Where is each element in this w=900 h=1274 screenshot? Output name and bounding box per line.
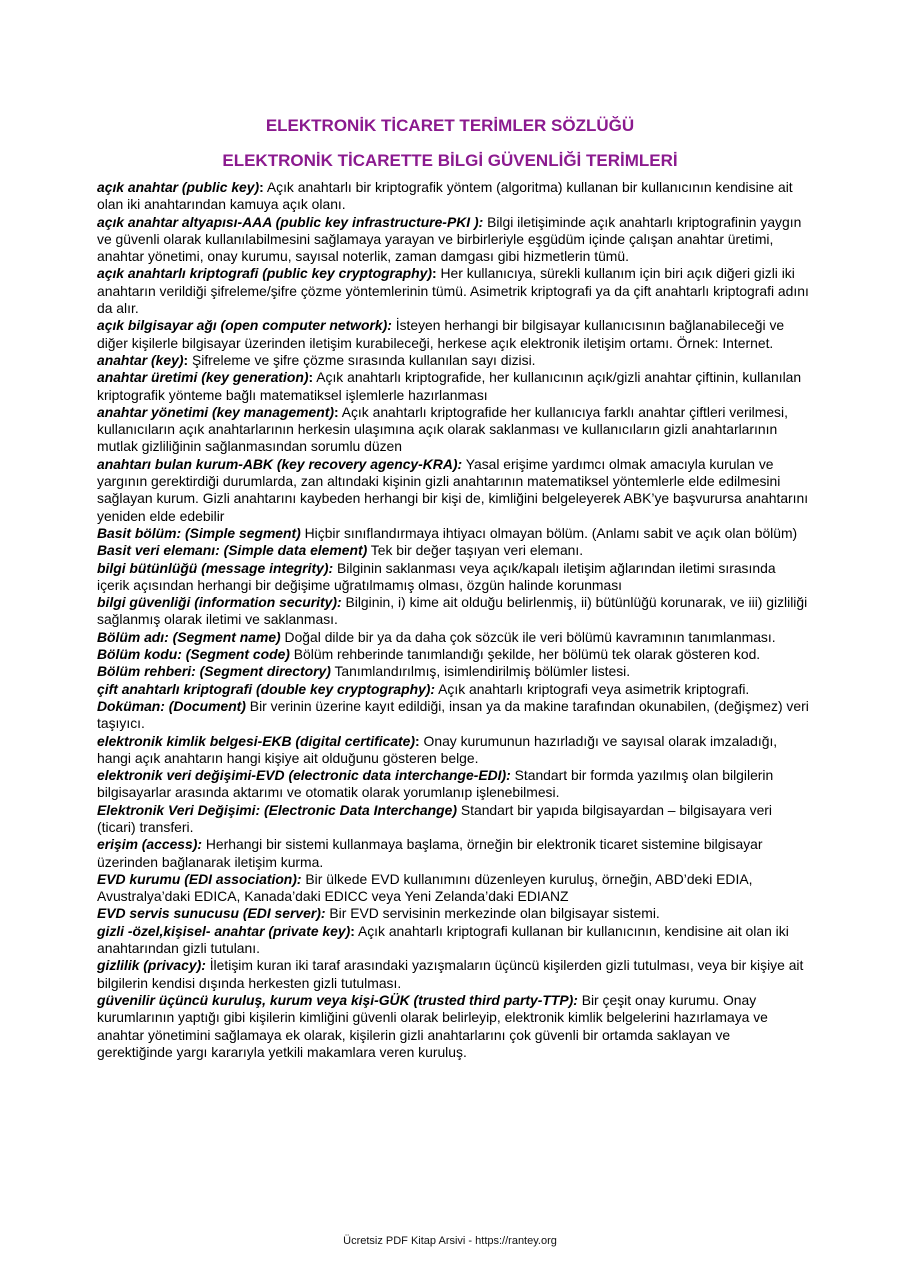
- glossary-list: [97, 179, 809, 1061]
- entry-term: Elektronik Veri Değişimi: (Electronic Data Interchange): [97, 801, 457, 818]
- entry-definition: Bir verinin üzerine kayıt edildiği, insan ya da makine tarafından okunabilen, (değişmez) veri taşıyıcı.: [97, 697, 809, 732]
- entry-definition: Açık anahtarlı kriptografi kullanan bir kullanıcının, kendisine ait olan iki anahtarından gizli tutulanı.: [97, 922, 789, 957]
- entry-term: çift anahtarlı kriptografi (double key cryptography):: [97, 680, 436, 697]
- entry-term: erişim (access):: [97, 836, 203, 853]
- entry-term: anahtar (key): [97, 351, 184, 368]
- entry-term: Bölüm rehberi: (Segment directory): [97, 663, 331, 680]
- glossary-entry: [97, 905, 809, 922]
- entry-term: Bölüm adı: (Segment name): [97, 628, 281, 645]
- entry-term: elektronik kimlik belgesi-EKB (digital certificate): [97, 732, 416, 749]
- entry-definition: Herhangi bir sistemi kullanmaya başlama, örneğin bir elektronik ticaret sistemine bilgisayar üzerinden bağlanarak iletişim kurma.: [97, 836, 763, 870]
- entry-definition: Bir ülkede EVD kullanımını düzenleyen kuruluş, örneğin, ABD’deki EDIA, Avustralya’daki EDICA, Kanada’daki EDICC veya Yeni Zelanda’daki EDIANZ: [97, 870, 753, 905]
- entry-term: açık anahtar altyapısı-AAA (public key infrastructure-PKI ):: [97, 213, 484, 230]
- glossary-entry: [97, 663, 809, 680]
- entry-definition: Tanımlandırılmış, isimlendirilmiş bölümler listesi.: [330, 663, 631, 680]
- glossary-entry: [97, 871, 809, 906]
- entry-term: açık anahtarlı kriptografi (public key cryptography): [97, 265, 433, 282]
- entry-term: Basit veri elemanı: (Simple data element): [97, 542, 368, 559]
- glossary-entry: [97, 836, 809, 871]
- entry-definition: Bölüm rehberinde tanımlandığı şekilde, her bölümü tek olarak gösteren kod.: [289, 646, 761, 663]
- document-title: ELEKTRONİK TİCARET TERİMLER SÖZLÜĞÜ: [265, 116, 635, 135]
- entry-definition: İsteyen herhangi bir bilgisayar kullanıcısının bağlanabileceği ve diğer kişilerle bilgisayar üzerinden iletişim kurabileceği, herkese açık elektronik iletişim ortamı. Örnek: Internet.: [97, 317, 785, 351]
- document-subtitle: ELEKTRONİK TİCARETTE BİLGİ GÜVENLİĞİ TERİMLERİ: [222, 151, 678, 170]
- entry-term: Doküman: (Document): [97, 697, 246, 714]
- glossary-entry: [97, 698, 809, 733]
- entry-definition: Bilginin saklanması veya açık/kapalı iletişim ağlarından iletimi sırasında içerik açısından herhangi bir değişime uğratılmamış olması, özgün halinde korunması: [97, 559, 776, 593]
- glossary-entry: anahtar yönetimi (key management): Açık anahtarlı kriptografide her kullanıcıya farklı anahtar çiftleri verilmesi, kullanıcıların açık anahtarlarının herkesin ulaşımına açık olarak saklanması ve kullanıcıların gizli anahtarlarının mutlak gizliliğinin sağlanmasından sorumlu düzen: [97, 403, 788, 455]
- entry-term: bilgi bütünlüğü (message integrity):: [97, 559, 334, 576]
- glossary-entry: [97, 456, 809, 525]
- glossary-entry: [97, 629, 809, 646]
- entry-definition: Yasal erişime yardımcı olmak amacıyla kurulan ve yargının gerektirdiği durumlarda, zan altındaki kişinin gizli anahtarının matematiksel yöntemlerle elde edilmesini sağlayan kurum. Gizli anahtarını kaybeden herhangi bir kişi de, kimliğini belgeleyerek ABK’ye başvurursa anahtarını yeniden elde edebilir: [97, 455, 809, 524]
- entry-definition: Açık anahtarlı kriptografide, her kullanıcının açık/gizli anahtar çiftinin, kullanılan kriptografik yönteme bağlı matematiksel işlemlerle hazırlanması: [97, 369, 802, 403]
- entry-definition: Açık anahtarlı kriptografide her kullanıcıya farklı anahtar çiftleri verilmesi, kullanıcıların açık anahtarlarının herkesin ulaşımına açık olarak saklanması ve kullanıcıların gizli anahtarlarının mutlak gizliliğinin sağlanmasından sorumlu düzen: [97, 403, 788, 455]
- entry-definition: Açık anahtarlı bir kriptografik yöntem (algoritma) kullanan bir kullanıcının kendisine ait olan iki anahtarından kamuya açık olanı.: [97, 179, 793, 213]
- glossary-entry: [97, 992, 809, 1061]
- entry-definition: Bilginin, i) kime ait olduğu belirlenmiş, ii) bütünlüğü korunarak, ve iii) gizliliği sağlanmış olarak iletimi ve saklanması.: [97, 594, 808, 628]
- entry-definition: Standart bir yapıda bilgisayardan – bilgisayara veri (ticari) transferi.: [97, 801, 773, 835]
- entry-term: açık anahtar (public key): [97, 179, 260, 195]
- glossary-entry: elektronik kimlik belgesi-EKB (digital certificate): Onay kurumunun hazırladığı ve sayısal olarak imzaladığı, hangi açık anahtarın hangi kişiye ait olduğunu gösteren belge.: [97, 732, 778, 766]
- glossary-entry: [97, 594, 809, 629]
- glossary-entry: [97, 560, 809, 595]
- entry-term: anahtarı bulan kurum-ABK (key recovery agency-KRA):: [97, 455, 463, 472]
- glossary-entry: [97, 317, 809, 352]
- entry-term: gizlilik (privacy):: [97, 957, 206, 974]
- entry-term: anahtar yönetimi (key management): [97, 403, 334, 420]
- entry-term: güvenilir üçüncü kuruluş, kurum veya kişi-GÜK (trusted third party-TTP):: [97, 991, 578, 1008]
- glossary-entry: [97, 681, 809, 698]
- glossary-entry: gizli -özel,kişisel- anahtar (private key): Açık anahtarlı kriptografi kullanan bir kullanıcının, kendisine ait olan iki anahtarından gizli tutulanı.: [97, 922, 789, 957]
- entry-definition: Standart bir formda yazılmış olan bilgilerin bilgisayarlar arasında aktarımı ve otomatik olarak yorumlanıp işlenebilmesi.: [97, 767, 774, 801]
- glossary-entry: açık anahtar (public key): Açık anahtarlı bir kriptografik yöntem (algoritma) kullanan bir kullanıcının kendisine ait olan iki anahtarından kamuya açık olanı.: [97, 179, 793, 213]
- entry-definition: Her kullanıcıya, sürekli kullanım için biri açık diğeri gizli iki anahtarın verildiği şifreleme/şifre çözme yöntemlerinin tümü. Asimetrik kriptografi ya da çift anahtarlı kriptografi adını da alır.: [97, 265, 809, 317]
- entry-definition: Onay kurumunun hazırladığı ve sayısal olarak imzaladığı, hangi açık anahtarın hangi kişiye ait olduğunu gösteren belge.: [97, 732, 778, 766]
- entry-term: bilgi güvenliği (information security):: [97, 594, 342, 611]
- glossary-entry: [97, 646, 809, 663]
- entry-definition: Şifreleme ve şifre çözme sırasında kullanılan sayı dizisi.: [188, 351, 536, 368]
- glossary-entry: anahtar (key): Şifreleme ve şifre çözme sırasında kullanılan sayı dizisi.: [97, 351, 536, 368]
- entry-definition: Bir EVD servisinin merkezinde olan bilgisayar sistemi.: [325, 905, 660, 922]
- glossary-entry: [97, 802, 809, 837]
- entry-term: Basit bölüm: (Simple segment): [97, 524, 301, 541]
- entry-term: EVD servis sunucusu (EDI server):: [97, 905, 326, 922]
- entry-definition: Hiçbir sınıflandırmaya ihtiyacı olmayan bölüm. (Anlamı sabit ve açık olan bölüm): [300, 524, 798, 541]
- entry-term: elektronik veri değişimi-EVD (electronic data interchange-EDI):: [97, 767, 511, 784]
- glossary-entry: [97, 957, 809, 992]
- glossary-entry: [97, 767, 809, 802]
- entry-term: açık bilgisayar ağı (open computer network):: [97, 317, 392, 334]
- page-footer: Ücretsiz PDF Kitap Arsivi - https://rantey.org: [343, 1235, 557, 1247]
- entry-term: Bölüm kodu: (Segment code): [97, 646, 290, 663]
- entry-definition: Doğal dilde bir ya da daha çok sözcük ile veri bölümü kavramının tanımlanması.: [280, 628, 776, 645]
- entry-term: anahtar üretimi (key generation): [97, 369, 309, 386]
- entry-definition: Bir çeşit onay kurumu. Onay kurumlarının yaptığı gibi kişilerin kimliğini güvenli olarak belirleyip, elektronik kimlik belgelerini hazırlamaya ve anahtar yönetimini sağlamaya ek olarak, kişilerin gizli anahtarlarını çok güvenli bir ortamda saklayan ve gerektiğinde yargı kararıyla yetkili makamlara veren kuruluş.: [97, 991, 768, 1060]
- glossary-entry: [97, 214, 809, 266]
- entry-definition: Bilgi iletişiminde açık anahtarlı kriptografinin yaygın ve güvenli olarak kullanılabilmesini sağlamaya yarayan ve birbirleriyle eşgüdüm içinde çalışan anahtar üretimi, anahtar yönetimi, onay kurumu, sayısal noterlik, zaman damgası gibi hizmetlerin tümü.: [97, 213, 802, 265]
- glossary-entry: [97, 542, 809, 559]
- entry-term: EVD kurumu (EDI association):: [97, 870, 302, 887]
- glossary-entry: [97, 525, 809, 542]
- entry-term: gizli -özel,kişisel- anahtar (private key): [97, 922, 351, 939]
- entry-definition: İletişim kuran iki taraf arasındaki yazışmaların üçüncü kişilerden gizli tutulması, veya bir kişiye ait bilgilerin kendisi dışında herkesten gizli tutulması.: [97, 957, 804, 991]
- glossary-entry: anahtar üretimi (key generation): Açık anahtarlı kriptografide, her kullanıcının açık/gizli anahtar çiftinin, kullanılan kriptografik yönteme bağlı matematiksel işlemlerle hazırlanması: [97, 369, 802, 403]
- entry-definition: Açık anahtarlı kriptografi veya asimetrik kriptografi.: [435, 680, 750, 697]
- entry-definition: Tek bir değer taşıyan veri elemanı.: [367, 542, 584, 559]
- glossary-entry: açık anahtarlı kriptografi (public key cryptography): Her kullanıcıya, sürekli kullanım için biri açık diğeri gizli iki anahtarın verildiği şifreleme/şifre çözme yöntemlerinin tümü. Asimetrik kriptografi ya da çift anahtarlı kriptografi adını da alır.: [97, 265, 809, 317]
